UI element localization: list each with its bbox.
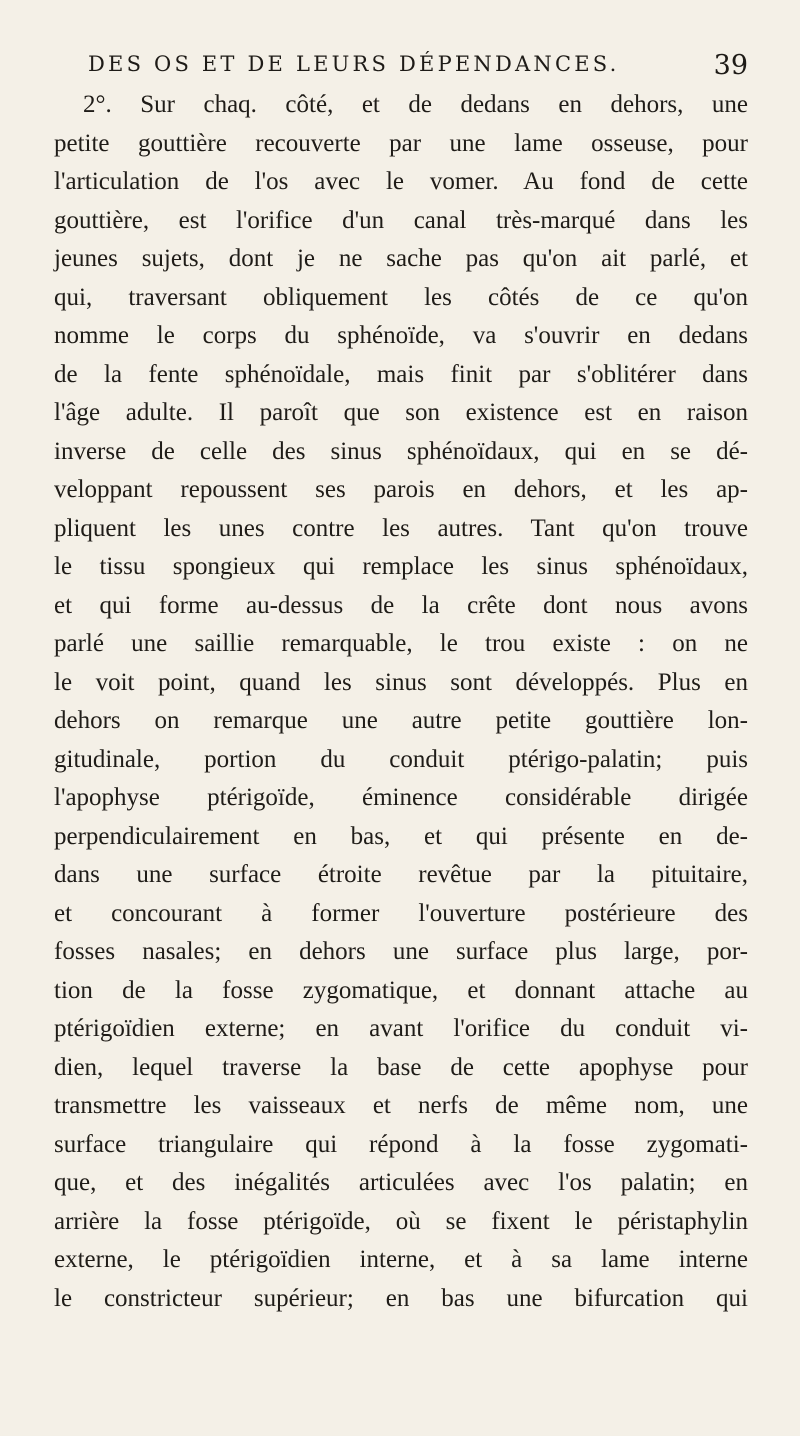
page-header [88,50,748,90]
text-line: gouttière, est l'orifice d'un canal très-marqué dans les [54,206,748,234]
text-line: qui, traversant obliquement les côtés de ce qu'on [54,283,748,311]
text-line: jeunes sujets, dont je ne sache pas qu'on ait parlé, et [54,245,748,272]
text-line: de la fente sphénoïdale, mais finit par s'oblitérer dans [54,360,748,388]
text-line: et qui forme au-dessus de la crête dont nous avons [54,591,748,619]
text-line: nomme le corps du sphénoïde, va s'ouvrir en dedans [54,322,748,349]
text-line: inverse de celle des sinus sphénoïdaux, qui en se dé- [54,437,748,465]
running-title: DES OS ET DE LEURS DÉPENDANCES. [88,52,620,76]
text-line: fosses nasales; en dehors une surface plus large, por- [54,938,748,965]
text-line: petite gouttière recouverte par une lame osseuse, pour [54,129,748,157]
text-line: perpendiculairement en bas, et qui présente en de- [54,822,748,850]
body-text [54,86,748,1318]
text-line: le tissu spongieux qui remplace les sinus sphénoïdaux, [54,553,748,580]
text-line: que, et des inégalités articulées avec l'os palatin; en [54,1169,748,1196]
text-line: gitudinale, portion du conduit ptérigo-palatin; puis [54,745,748,773]
text-line: parlé une saillie remarquable, le trou existe : on ne [54,630,748,657]
text-line: surface triangulaire qui répond à la fosse zygomati- [54,1130,748,1158]
text-line: le voit point, quand les sinus sont développés. Plus en [54,668,748,696]
text-line: externe, le ptérigoïdien interne, et à sa lame interne [54,1246,748,1273]
text-line: le constricteur supérieur; en bas une bifurcation qui [54,1284,748,1312]
text-line: tion de la fosse zygomatique, et donnant attache au [54,976,748,1004]
page-number: 39 [713,50,748,81]
text-line: arrière la fosse ptérigoïde, où se fixent le péristaphylin [54,1207,748,1235]
text-line: dehors on remarque une autre petite gouttière lon- [54,707,748,734]
text-line: l'apophyse ptérigoïde, éminence considérable dirigée [54,784,748,811]
text-line: l'âge adulte. Il paroît que son existence est en raison [54,399,748,426]
text-line: pliquent les unes contre les autres. Tant qu'on trouve [54,514,748,542]
text-line: transmettre les vaisseaux et nerfs de même nom, une [54,1092,748,1119]
text-line: et concourant à former l'ouverture postérieure des [54,899,748,927]
text-line: dien, lequel traverse la base de cette apophyse pour [54,1053,748,1081]
text-line: dans une surface étroite revêtue par la pituitaire, [54,861,748,888]
text-line: l'articulation de l'os avec le vomer. Au fond de cette [54,168,748,195]
text-line: ptérigoïdien externe; en avant l'orifice du conduit vi- [54,1015,748,1042]
text-line: 2°. Sur chaq. côté, et de dedans en dehors, une [83,91,748,118]
text-line: veloppant repoussent ses parois en dehors, et les ap- [54,476,748,503]
